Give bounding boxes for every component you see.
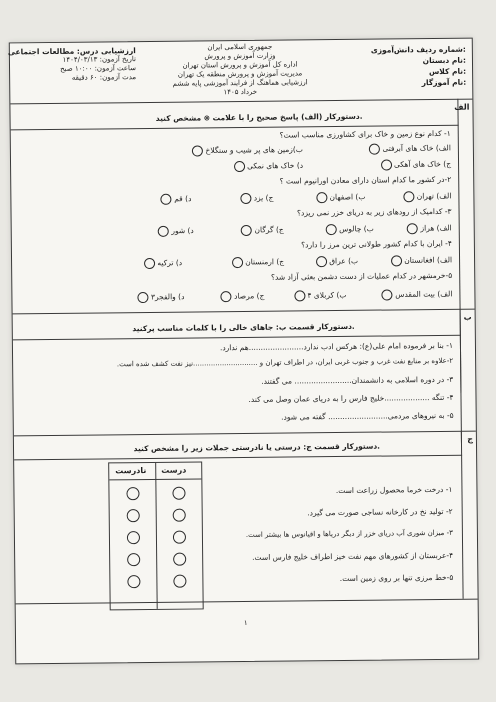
answer-circle[interactable] — [241, 225, 252, 236]
answer-circle[interactable] — [316, 256, 327, 267]
true-false-statement-4: ۴-عربستان از کشورهای مهم نفت خیز اطراف خلیج فارس است. — [252, 550, 454, 562]
true-option-1[interactable] — [172, 487, 185, 500]
school-name-label: نام دبستان: — [422, 55, 467, 66]
section-column — [461, 431, 478, 599]
option-text: ب) عراق — [329, 256, 359, 266]
q3-option-a[interactable] — [407, 223, 452, 234]
section-a-letter: الف — [454, 102, 470, 112]
question-1: ۱- کدام نوع زمین و خاک برای کشاورزی مناسب است؟ — [279, 128, 451, 140]
header-center-line3: اداره کل آموزش و پرورش استان تهران — [182, 60, 298, 70]
time-label: ساعت آزمون: ۱۰:۰۰ صبح — [60, 64, 137, 73]
answer-circle[interactable] — [316, 192, 327, 203]
exam-sheet — [9, 38, 479, 665]
option-text: ب) کربلای ۴ — [307, 290, 347, 300]
question-2: ۲-در کشور ما کدام استان دارای معادن اورانیوم است ؟ — [279, 174, 452, 186]
date-label: تاریخ آزمون: ۱۴۰۴/۰۳/۱۳ — [62, 55, 136, 64]
option-text: ج) یزد — [253, 193, 274, 203]
divider — [16, 599, 478, 605]
option-text: الف) تهران — [416, 191, 452, 201]
q1-option-d[interactable] — [234, 160, 303, 172]
option-text: د) خاک های نمکی — [247, 160, 304, 171]
header-center-line2: وزارت آموزش و پرورش — [204, 51, 276, 61]
header-center-line5: ارزشیابی هماهنگ از فرایند آموزشی پایه ششم — [172, 78, 308, 88]
q3-option-c[interactable] — [241, 225, 284, 236]
answer-circle[interactable] — [158, 226, 169, 237]
answer-circle[interactable] — [192, 145, 203, 156]
answer-circle[interactable] — [407, 223, 418, 234]
q3-option-b[interactable] — [326, 224, 374, 236]
option-text: ب) چالوس — [339, 224, 374, 234]
divider — [10, 99, 472, 105]
divider — [14, 455, 462, 461]
answer-circle[interactable] — [138, 292, 149, 303]
header-left — [7, 46, 137, 83]
true-column-header: درست — [161, 465, 187, 475]
question-5: ۵-خرمشهر در کدام عملیات از دست دشمن بعثی آزاد شد؟ — [270, 270, 453, 282]
page-mark: ۱ — [243, 618, 248, 628]
subject-label: ارزشیابی درس: مطالعات اجتماعی — [7, 46, 136, 57]
answer-circle[interactable] — [161, 194, 172, 205]
true-option-5[interactable] — [173, 575, 186, 588]
answer-circle[interactable] — [391, 255, 402, 266]
false-column-header: نادرست — [115, 466, 147, 476]
q4-option-b[interactable] — [316, 256, 358, 267]
option-text: د) ترکیه — [157, 258, 183, 268]
true-option-3[interactable] — [173, 531, 186, 544]
option-text: ج) ارمنستان — [245, 257, 285, 267]
false-option-4[interactable] — [127, 553, 140, 566]
fill-blank-3[interactable]: ۳- در دوره اسلامی به دانشمندان........................ می گفتند. — [261, 374, 454, 386]
question-3: ۳- کدامیک از رودهای زیر به دریای خزر نمی ریزد؟ — [296, 206, 452, 218]
q2-option-b[interactable] — [316, 192, 365, 204]
answer-circle[interactable] — [369, 144, 380, 155]
section-b-letter: ب — [463, 312, 472, 322]
section-a-instruction: دستورکار (الف) پاسخ صحیح را با علامت ⊗ مشخص کنید. — [155, 111, 363, 123]
option-text: الف) خاک های آبرفتی — [382, 143, 451, 154]
divider — [155, 463, 158, 609]
divider — [14, 431, 476, 437]
option-text: الف) بیت المقدس — [395, 289, 453, 299]
student-number-label: شماره ردیف دانش‌آموزی: — [370, 44, 466, 55]
false-option-5[interactable] — [127, 575, 140, 588]
option-text: د) قم — [174, 194, 192, 204]
divider — [13, 309, 475, 315]
option-text: الف) افغانستان — [404, 255, 453, 265]
true-false-statement-2: ۲- تولید نخ در کارخانه نساجی صورت می گیرد. — [307, 506, 453, 518]
answer-circle[interactable] — [221, 291, 232, 302]
answer-circle[interactable] — [144, 258, 155, 269]
true-option-4[interactable] — [173, 553, 186, 566]
q4-option-a[interactable] — [391, 255, 452, 267]
answer-circle[interactable] — [382, 289, 393, 300]
true-option-2[interactable] — [173, 509, 186, 522]
answer-circle[interactable] — [294, 290, 305, 301]
option-text: ج) گرگان — [254, 225, 284, 235]
duration-label: مدت آزمون: ۶۰ دقیقه — [71, 73, 137, 82]
divider — [13, 335, 461, 341]
q1-option-b[interactable] — [192, 144, 303, 156]
header-center — [160, 42, 321, 98]
question-4: ۴- ایران با کدام کشور طولانی ترین مرز را دارد؟ — [301, 238, 452, 250]
option-text: د) شور — [171, 226, 194, 236]
q2-option-a[interactable] — [403, 191, 451, 203]
q5-option-d[interactable] — [138, 292, 185, 303]
false-option-3[interactable] — [127, 531, 140, 544]
answer-circle[interactable] — [381, 159, 392, 170]
answer-circle[interactable] — [232, 257, 243, 268]
q5-option-c[interactable] — [221, 291, 265, 302]
q2-option-d[interactable] — [161, 194, 192, 205]
answer-circle[interactable] — [326, 224, 337, 235]
option-text: ب)زمین های پر شیب و سنگلاخ — [205, 144, 303, 155]
answer-circle[interactable] — [240, 193, 251, 204]
section-b-instruction: دستورکار قسمت ب: جاهای خالی را با کلمات مناسب پرکنید. — [132, 321, 355, 334]
fill-blank-2[interactable]: ۲-علاوه بر منابع نفت غرب و جنوب غربی ایران، در اطراف تهران و .............................نیز نفت کشف شده است. — [116, 356, 454, 369]
fill-blank-4[interactable]: ۴- تنگه ...................خلیج فارس را به دریای عمان وصل می کند. — [248, 392, 454, 404]
section-c-instruction: دستورکار قسمت ج: درستی یا نادرستی جملات زیر را مشخص کنید. — [133, 441, 381, 454]
section-column — [460, 309, 476, 443]
q4-option-d[interactable] — [144, 258, 182, 269]
q1-option-c[interactable] — [381, 159, 452, 171]
answer-circle[interactable] — [403, 191, 414, 202]
true-false-statement-5: ۵-خط مرزی تنها بر روی زمین است. — [339, 572, 454, 584]
header-center-line4: مدیریت آموزش و پرورش منطقه یک تهران — [177, 69, 303, 79]
q5-option-a[interactable] — [382, 289, 453, 301]
q2-option-c[interactable] — [240, 193, 273, 204]
q5-option-b[interactable] — [294, 290, 346, 302]
header-center-line1: جمهوری اسلامی ایران — [207, 42, 273, 52]
teacher-name-label: نام آموزگار: — [421, 77, 467, 88]
true-false-statement-1: ۱- درخت خرما محصول زراعت است. — [335, 484, 453, 496]
option-text: ب) اصفهان — [329, 192, 366, 202]
true-false-table — [108, 461, 204, 610]
fill-blank-5[interactable]: ۵- به نیروهای مردمی......................... گفته می شود. — [281, 410, 454, 422]
q3-option-d[interactable] — [158, 226, 194, 237]
option-text: ج) خاک های آهکی — [393, 159, 452, 169]
option-text: ج) مرصاد — [234, 291, 265, 301]
false-option-1[interactable] — [126, 487, 139, 500]
false-option-2[interactable] — [127, 509, 140, 522]
fill-blank-1[interactable]: ۱- بنا بر فرموده امام علی(ع): هرکس ادب ندارد.......................هم ندارد. — [219, 340, 453, 353]
section-c-letter: ج — [467, 434, 473, 444]
class-name-label: نام کلاس: — [428, 66, 467, 77]
header-center-line6: خرداد ۱۴۰۵ — [223, 87, 258, 97]
answer-circle[interactable] — [234, 161, 245, 172]
true-false-statement-3: ۳- میزان شوری آب دریای خزر از دیگر دریاها و اقیانوس ها بیشتر است. — [245, 528, 453, 539]
option-text: الف) هراز — [420, 223, 452, 233]
q4-option-c[interactable] — [232, 257, 284, 269]
option-text: د) والفجر۳ — [150, 292, 185, 302]
q1-option-a[interactable] — [369, 143, 451, 155]
